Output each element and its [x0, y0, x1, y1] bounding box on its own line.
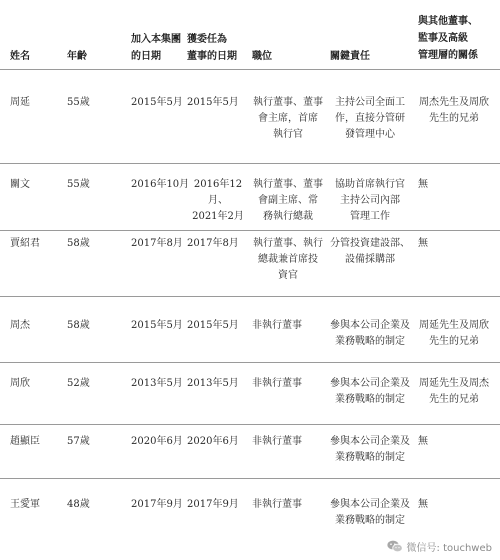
row2-relation: 無 [418, 179, 428, 190]
row7-duties-line1: 參與本公司企業及 [330, 499, 410, 510]
header-name: 姓名 [10, 51, 30, 62]
wechat-icon [387, 540, 403, 553]
row1-duties-line3: 發管理中心 [345, 129, 395, 140]
row2-duties-line2: 主持公司內部 [340, 195, 400, 206]
row2-duties-line3: 管理工作 [350, 211, 390, 222]
row2-rule [0, 230, 500, 231]
row4-relation-line1: 周延先生及周欣 [419, 320, 489, 331]
header-join-date [131, 31, 181, 65]
row7-duties-line2: 業務戰略的制定 [335, 515, 405, 526]
row6-age: 57歲 [67, 436, 90, 447]
header-appoint-date-line2: 董事的日期 [187, 51, 237, 62]
row2-appoint [186, 177, 250, 225]
row2-position-line3: 務執行總裁 [263, 211, 313, 222]
row2-position-line2: 會副主席、常 [258, 195, 318, 206]
row4-rule [0, 362, 500, 363]
row2-position [250, 177, 326, 225]
header-appoint-date [187, 31, 237, 65]
row1-join: 2015年5月 [131, 97, 183, 108]
row1-relation-line2: 先生的兄弟 [429, 113, 479, 124]
header-rule [0, 69, 500, 70]
row1-name: 周延 [10, 97, 30, 108]
row6-appoint: 2020年6月 [187, 436, 239, 447]
row5-appoint: 2013年5月 [187, 378, 239, 389]
row3-duties [327, 236, 413, 268]
row2-appoint-line1: 2016年12月、 [193, 179, 243, 206]
header-duties: 關鍵責任 [330, 51, 370, 62]
row5-relation-line2: 先生的兄弟 [429, 394, 479, 405]
row6-join: 2020年6月 [131, 436, 183, 447]
row2-join: 2016年10月 [131, 179, 190, 190]
row2-duties-line1: 協助首席執行官 [335, 179, 405, 190]
row4-duties-line1: 參與本公司企業及 [330, 320, 410, 331]
row1-relation [413, 95, 495, 127]
header-position: 職位 [252, 51, 272, 62]
row1-duties [327, 95, 413, 143]
header-relation-line1: 與其他董事、 [418, 16, 478, 27]
row7-age: 48歲 [67, 499, 90, 510]
row6-name: 趙顯臣 [10, 436, 40, 447]
row1-position-line3: 執行官 [273, 129, 303, 140]
row3-join: 2017年8月 [131, 238, 183, 249]
header-join-date-line2: 的日期 [131, 51, 161, 62]
row7-appoint: 2017年9月 [187, 499, 239, 510]
row5-age: 52歲 [67, 378, 90, 389]
row5-relation [413, 376, 495, 408]
row1-relation-line1: 周杰先生及周欣 [419, 97, 489, 108]
row3-relation: 無 [418, 238, 428, 249]
row4-relation [413, 318, 495, 350]
row2-name: 關文 [10, 179, 30, 190]
row4-join: 2015年5月 [131, 320, 183, 331]
row4-appoint: 2015年5月 [187, 320, 239, 331]
row3-rule [0, 296, 500, 297]
row5-duties-line2: 業務戰略的制定 [335, 394, 405, 405]
row1-duties-line2: 作，直接分管研 [335, 113, 405, 124]
row1-rule [0, 163, 500, 164]
row1-position-line2: 會主席，首席 [258, 113, 318, 124]
row5-join: 2013年5月 [131, 378, 183, 389]
row7-join: 2017年9月 [131, 499, 183, 510]
row5-position: 非執行董事 [252, 378, 302, 389]
row4-relation-line2: 先生的兄弟 [429, 336, 479, 347]
row3-duties-line2: 設備採購部 [345, 254, 395, 265]
row7-relation: 無 [418, 499, 428, 510]
row2-age: 55歲 [67, 179, 90, 190]
row4-age: 58歲 [67, 320, 90, 331]
row1-age: 55歲 [67, 97, 90, 108]
row3-position-line3: 資官 [278, 270, 298, 281]
row3-position [250, 236, 326, 284]
row5-duties [327, 376, 413, 408]
row3-duties-line1: 分管投資建設部、 [330, 238, 410, 249]
row6-duties-line2: 業務戰略的制定 [335, 452, 405, 463]
row3-appoint: 2017年8月 [187, 238, 239, 249]
row6-duties [327, 434, 413, 466]
row1-position [250, 95, 326, 143]
header-join-date-line1: 加入本集團 [131, 34, 181, 45]
header-relation-line2: 監事及高級 [418, 33, 468, 44]
row7-duties [327, 497, 413, 529]
row1-position-line1: 執行董事、董事 [253, 97, 323, 108]
row4-position: 非執行董事 [252, 320, 302, 331]
row3-position-line1: 執行董事、執行 [253, 238, 323, 249]
row3-name: 賈紹君 [10, 238, 40, 249]
row6-rule [0, 478, 500, 479]
header-age: 年齡 [67, 51, 87, 62]
row7-position: 非執行董事 [252, 499, 302, 510]
row2-position-line1: 執行董事、董事 [253, 179, 323, 190]
row5-name: 周欣 [10, 378, 30, 389]
watermark [387, 539, 492, 554]
row5-rule [0, 424, 500, 425]
row4-name: 周杰 [10, 320, 30, 331]
header-relation-line3: 管理層的關係 [418, 50, 478, 61]
row3-position-line2: 總裁兼首席投 [258, 254, 318, 265]
header-appoint-date-line1: 獲委任為 [187, 34, 227, 45]
row2-appoint-line2: 2021年2月 [192, 211, 244, 222]
row1-appoint: 2015年5月 [187, 97, 239, 108]
row4-duties [327, 318, 413, 350]
row2-duties [327, 177, 413, 225]
header-relation [418, 13, 478, 64]
row1-duties-line1: 主持公司全面工 [335, 97, 405, 108]
row6-relation: 無 [418, 436, 428, 447]
row7-name: 王愛軍 [10, 499, 40, 510]
row6-duties-line1: 參與本公司企業及 [330, 436, 410, 447]
row3-age: 58歲 [67, 238, 90, 249]
row5-duties-line1: 參與本公司企業及 [330, 378, 410, 389]
row5-relation-line1: 周延先生及周杰 [419, 378, 489, 389]
watermark-text: 微信号: touchweb [406, 543, 492, 554]
row4-duties-line2: 業務戰略的制定 [335, 336, 405, 347]
row6-position: 非執行董事 [252, 436, 302, 447]
